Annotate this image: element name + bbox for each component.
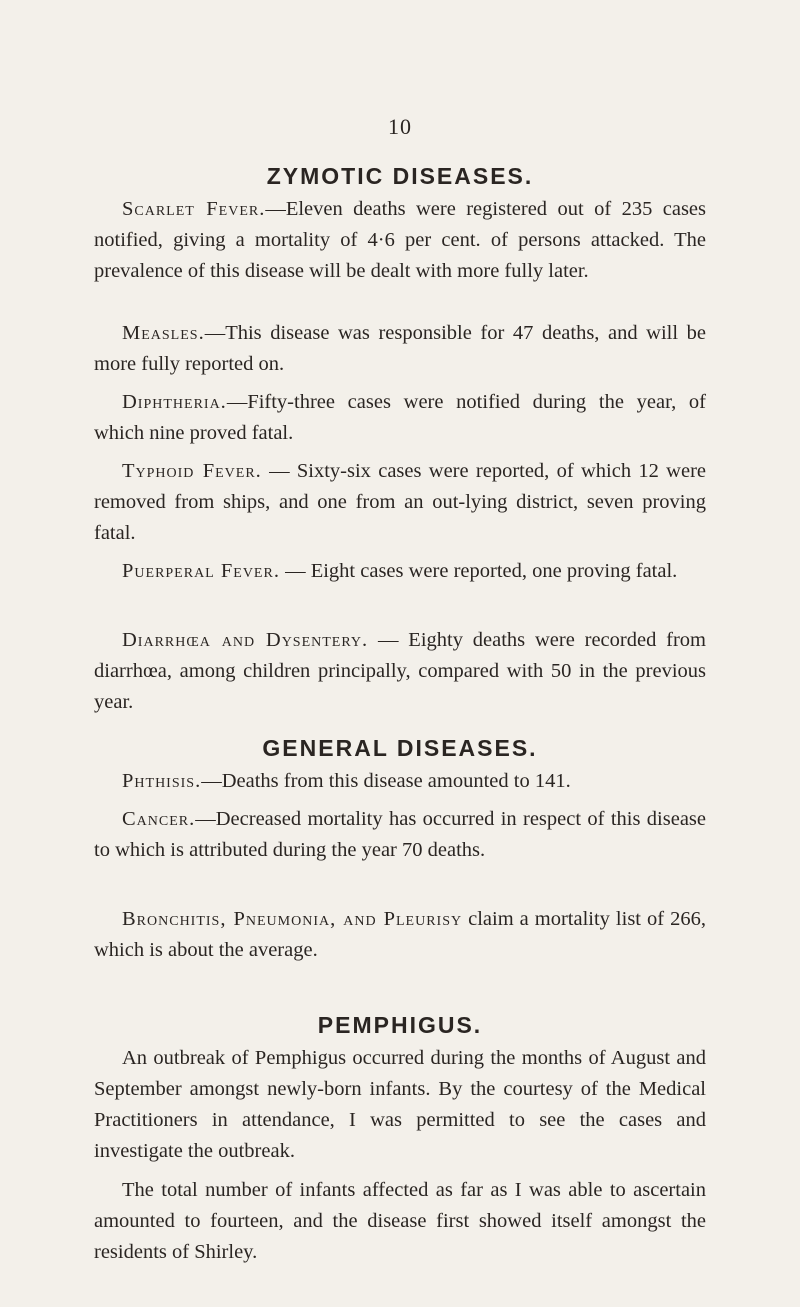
paragraph-bronchitis (94, 904, 706, 966)
paragraph-scarlet-fever (94, 194, 706, 287)
text-measles: —This disease was responsible for 47 deaths, and will be more fully reported on. (94, 322, 706, 375)
paragraph-pemphigus-total (94, 1175, 706, 1268)
paragraph-pemphigus-outbreak (94, 1043, 706, 1167)
lead-diarrhoea-dysentery: Diarrhœa and Dysentery. (122, 629, 369, 651)
text-diphtheria: —Fifty-three cases were notified during the year, of which nine proved fatal. (94, 391, 706, 444)
section-heading-general: GENERAL DISEASES. (262, 735, 538, 761)
text-scarlet-fever: —Eleven deaths were registered out of 235 cases notified, giving a mortality of 4·6 per cent. of persons attacked. The prevalence of this disease will be dealt with more fully later. (94, 198, 706, 282)
paragraph-diphtheria (94, 387, 706, 449)
lead-puerperal-fever: Puerperal Fever. (122, 560, 280, 582)
text-cancer: —Decreased mortality has occurred in respect of this disease to which is attributed during the year 70 deaths. (94, 808, 706, 861)
paragraph-diarrhoea-dysentery (94, 625, 706, 718)
text-pemphigus-outbreak: An outbreak of Pemphigus occurred during the months of August and September amongst newly-born infants. By the courtesy of the Medical Practitioners in attendance, I was permitted to see the cases and investigate the outbreak. (94, 1047, 706, 1162)
text-bronchitis: claim a mortality list of 266, which is about the average. (94, 908, 706, 961)
text-typhoid-fever: — Sixty-six cases were reported, of which 12 were removed from ships, and one from an out-lying district, seven proving fatal. (94, 460, 706, 544)
lead-typhoid-fever: Typhoid Fever. (122, 460, 262, 482)
text-pemphigus-total: The total number of infants affected as far as I was able to ascertain amounted to fourteen, and the disease first showed itself amongst the residents of Shirley. (94, 1179, 706, 1263)
lead-bronchitis: Bronchitis, Pneumonia, and Pleurisy (122, 908, 463, 930)
text-puerperal-fever: — Eight cases were reported, one proving fatal. (279, 560, 678, 582)
lead-measles: Measles. (122, 322, 205, 344)
lead-cancer: Cancer. (122, 808, 196, 830)
lead-phthisis: Phthisis. (122, 770, 202, 792)
paragraph-cancer (94, 804, 706, 866)
text-diarrhoea-dysentery: — Eighty deaths were recorded from diarrhœa, among children principally, compared with 50 in the previous year. (94, 629, 706, 713)
paragraph-typhoid-fever (94, 456, 706, 549)
lead-diphtheria: Diphtheria. (122, 391, 227, 413)
lead-scarlet-fever: Scarlet Fever. (122, 198, 266, 220)
paragraph-phthisis (94, 766, 706, 797)
section-heading-zymotic: ZYMOTIC DISEASES. (266, 163, 534, 189)
text-phthisis: —Deaths from this disease amounted to 141. (201, 770, 571, 792)
paragraph-measles (94, 318, 706, 380)
page-number: 10 (388, 114, 412, 139)
section-heading-pemphigus: PEMPHIGUS. (317, 1012, 483, 1038)
paragraph-puerperal-fever (94, 556, 706, 587)
